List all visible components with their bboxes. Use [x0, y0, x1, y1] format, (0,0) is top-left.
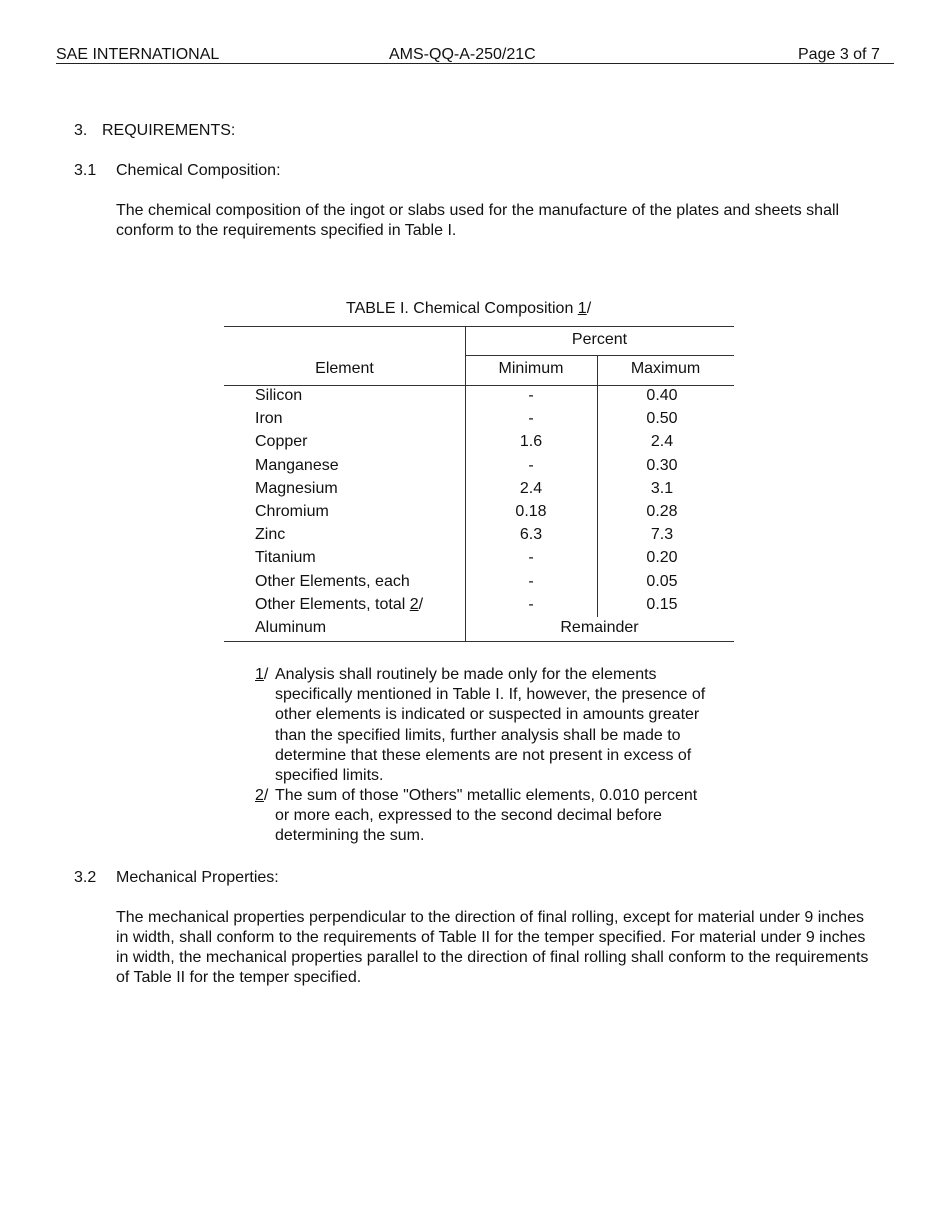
table-caption: TABLE I. Chemical Composition 1/	[346, 300, 592, 317]
table-cell-element: Chromium	[255, 503, 329, 520]
table-bottom-rule	[224, 641, 734, 642]
table-cell-minimum: -	[528, 387, 534, 404]
section-3-number: 3.	[74, 122, 88, 139]
header-doc-number: AMS-QQ-A-250/21C	[389, 46, 536, 63]
table-cell-maximum: 7.3	[650, 526, 674, 543]
table-cell-maximum: 2.4	[650, 433, 674, 450]
section-3-2-title: Mechanical Properties:	[116, 869, 279, 886]
table-cell-maximum: 0.28	[646, 503, 678, 520]
table-cell-minimum: -	[528, 549, 534, 566]
table-col-element: Element	[315, 360, 374, 377]
table-cell-maximum: 0.20	[646, 549, 678, 566]
header-page-number: Page 3 of 7	[798, 46, 880, 63]
table-cell-maximum: 0.50	[646, 410, 678, 427]
table-group-header: Percent	[571, 331, 628, 348]
footnote-2-text: The sum of those "Others" metallic elements, 0.010 percent or more each, expressed to the second decimal before determining the sum.	[275, 787, 698, 845]
table-caption-footnote-ref: 1	[577, 300, 587, 317]
table-group-rule	[465, 355, 734, 356]
footnote-1-text: Analysis shall routinely be made only for the elements specifically mentioned in Table I. If, however, the presence of other elements is indicated or suspected in amounts greater than the specified limits, further analysis shall be made to determine that these elements are not present in excess of specified limits.	[275, 666, 706, 785]
table-cell-element: Zinc	[255, 526, 286, 543]
footnote-2-ref: 2	[255, 787, 264, 804]
table-cell-minimum: -	[528, 596, 534, 613]
table-cell-element: Other Elements, each	[255, 573, 410, 590]
table-cell-minimum: -	[528, 410, 534, 427]
table-top-rule	[224, 326, 734, 327]
table-cell-maximum: 3.1	[650, 480, 674, 497]
footnote-2: 2/ The sum of those "Others" metallic elements, 0.010 percent or more each, expressed to the second decimal before determining the sum.	[255, 786, 715, 847]
header-org: SAE INTERNATIONAL	[56, 46, 220, 63]
table-cell-minimum: 6.3	[519, 526, 543, 543]
table-cell-element: Aluminum	[255, 619, 327, 636]
section-3-title: REQUIREMENTS:	[102, 122, 236, 139]
table-cell-element: Copper	[255, 433, 308, 450]
section-3-2-number: 3.2	[74, 869, 97, 886]
table-cell-maximum: 0.30	[646, 457, 678, 474]
table-col-minimum: Minimum	[498, 360, 564, 377]
footnote-1-ref: 1	[255, 666, 264, 683]
table-cell-element: Iron	[255, 410, 283, 427]
table-cell-remainder: Remainder	[560, 619, 639, 636]
table-cell-minimum: 0.18	[515, 503, 547, 520]
table-cell-element: Other Elements, total 2/	[255, 596, 424, 613]
table-cell-maximum: 0.15	[646, 596, 678, 613]
footnote-1: 1/ Analysis shall routinely be made only for the elements specifically mentioned in Table I. If, however, the presence of other elements is indicated or suspected in amounts greater than the specified limits, further analysis shall be made to determine that these elements are not present in excess of specified limits.	[255, 665, 715, 786]
table-cell-minimum: -	[528, 457, 534, 474]
section-3-1-body: The chemical composition of the ingot or slabs used for the manufacture of the plates and sheets shall conform to the requirements specified in Table I.	[116, 202, 840, 239]
table-cell-maximum: 0.40	[646, 387, 678, 404]
table-cell-minimum: -	[528, 573, 534, 590]
table-cell-element: Manganese	[255, 457, 339, 474]
table-cell-maximum: 0.05	[646, 573, 678, 590]
table-col-maximum: Maximum	[630, 360, 701, 377]
table-cell-minimum: 2.4	[519, 480, 543, 497]
section-3-2-body: The mechanical properties perpendicular to the direction of final rolling, except for material under 9 inches in width, shall conform to the requirements of Table II for the temper specified. For material under 9 inches in width, the mechanical properties parallel to the direction of final rolling shall conform to the requirements of Table II for the temper specified.	[116, 909, 869, 986]
section-3-1-title: Chemical Composition:	[116, 162, 281, 179]
table-row-footnote-ref: 2	[409, 596, 419, 613]
table-cell-element: Silicon	[255, 387, 303, 404]
section-3-1-number: 3.1	[74, 162, 97, 179]
table-cell-element: Magnesium	[255, 480, 338, 497]
header-rule	[56, 63, 894, 64]
table-cell-element: Titanium	[255, 549, 316, 566]
table-cell-minimum: 1.6	[519, 433, 543, 450]
